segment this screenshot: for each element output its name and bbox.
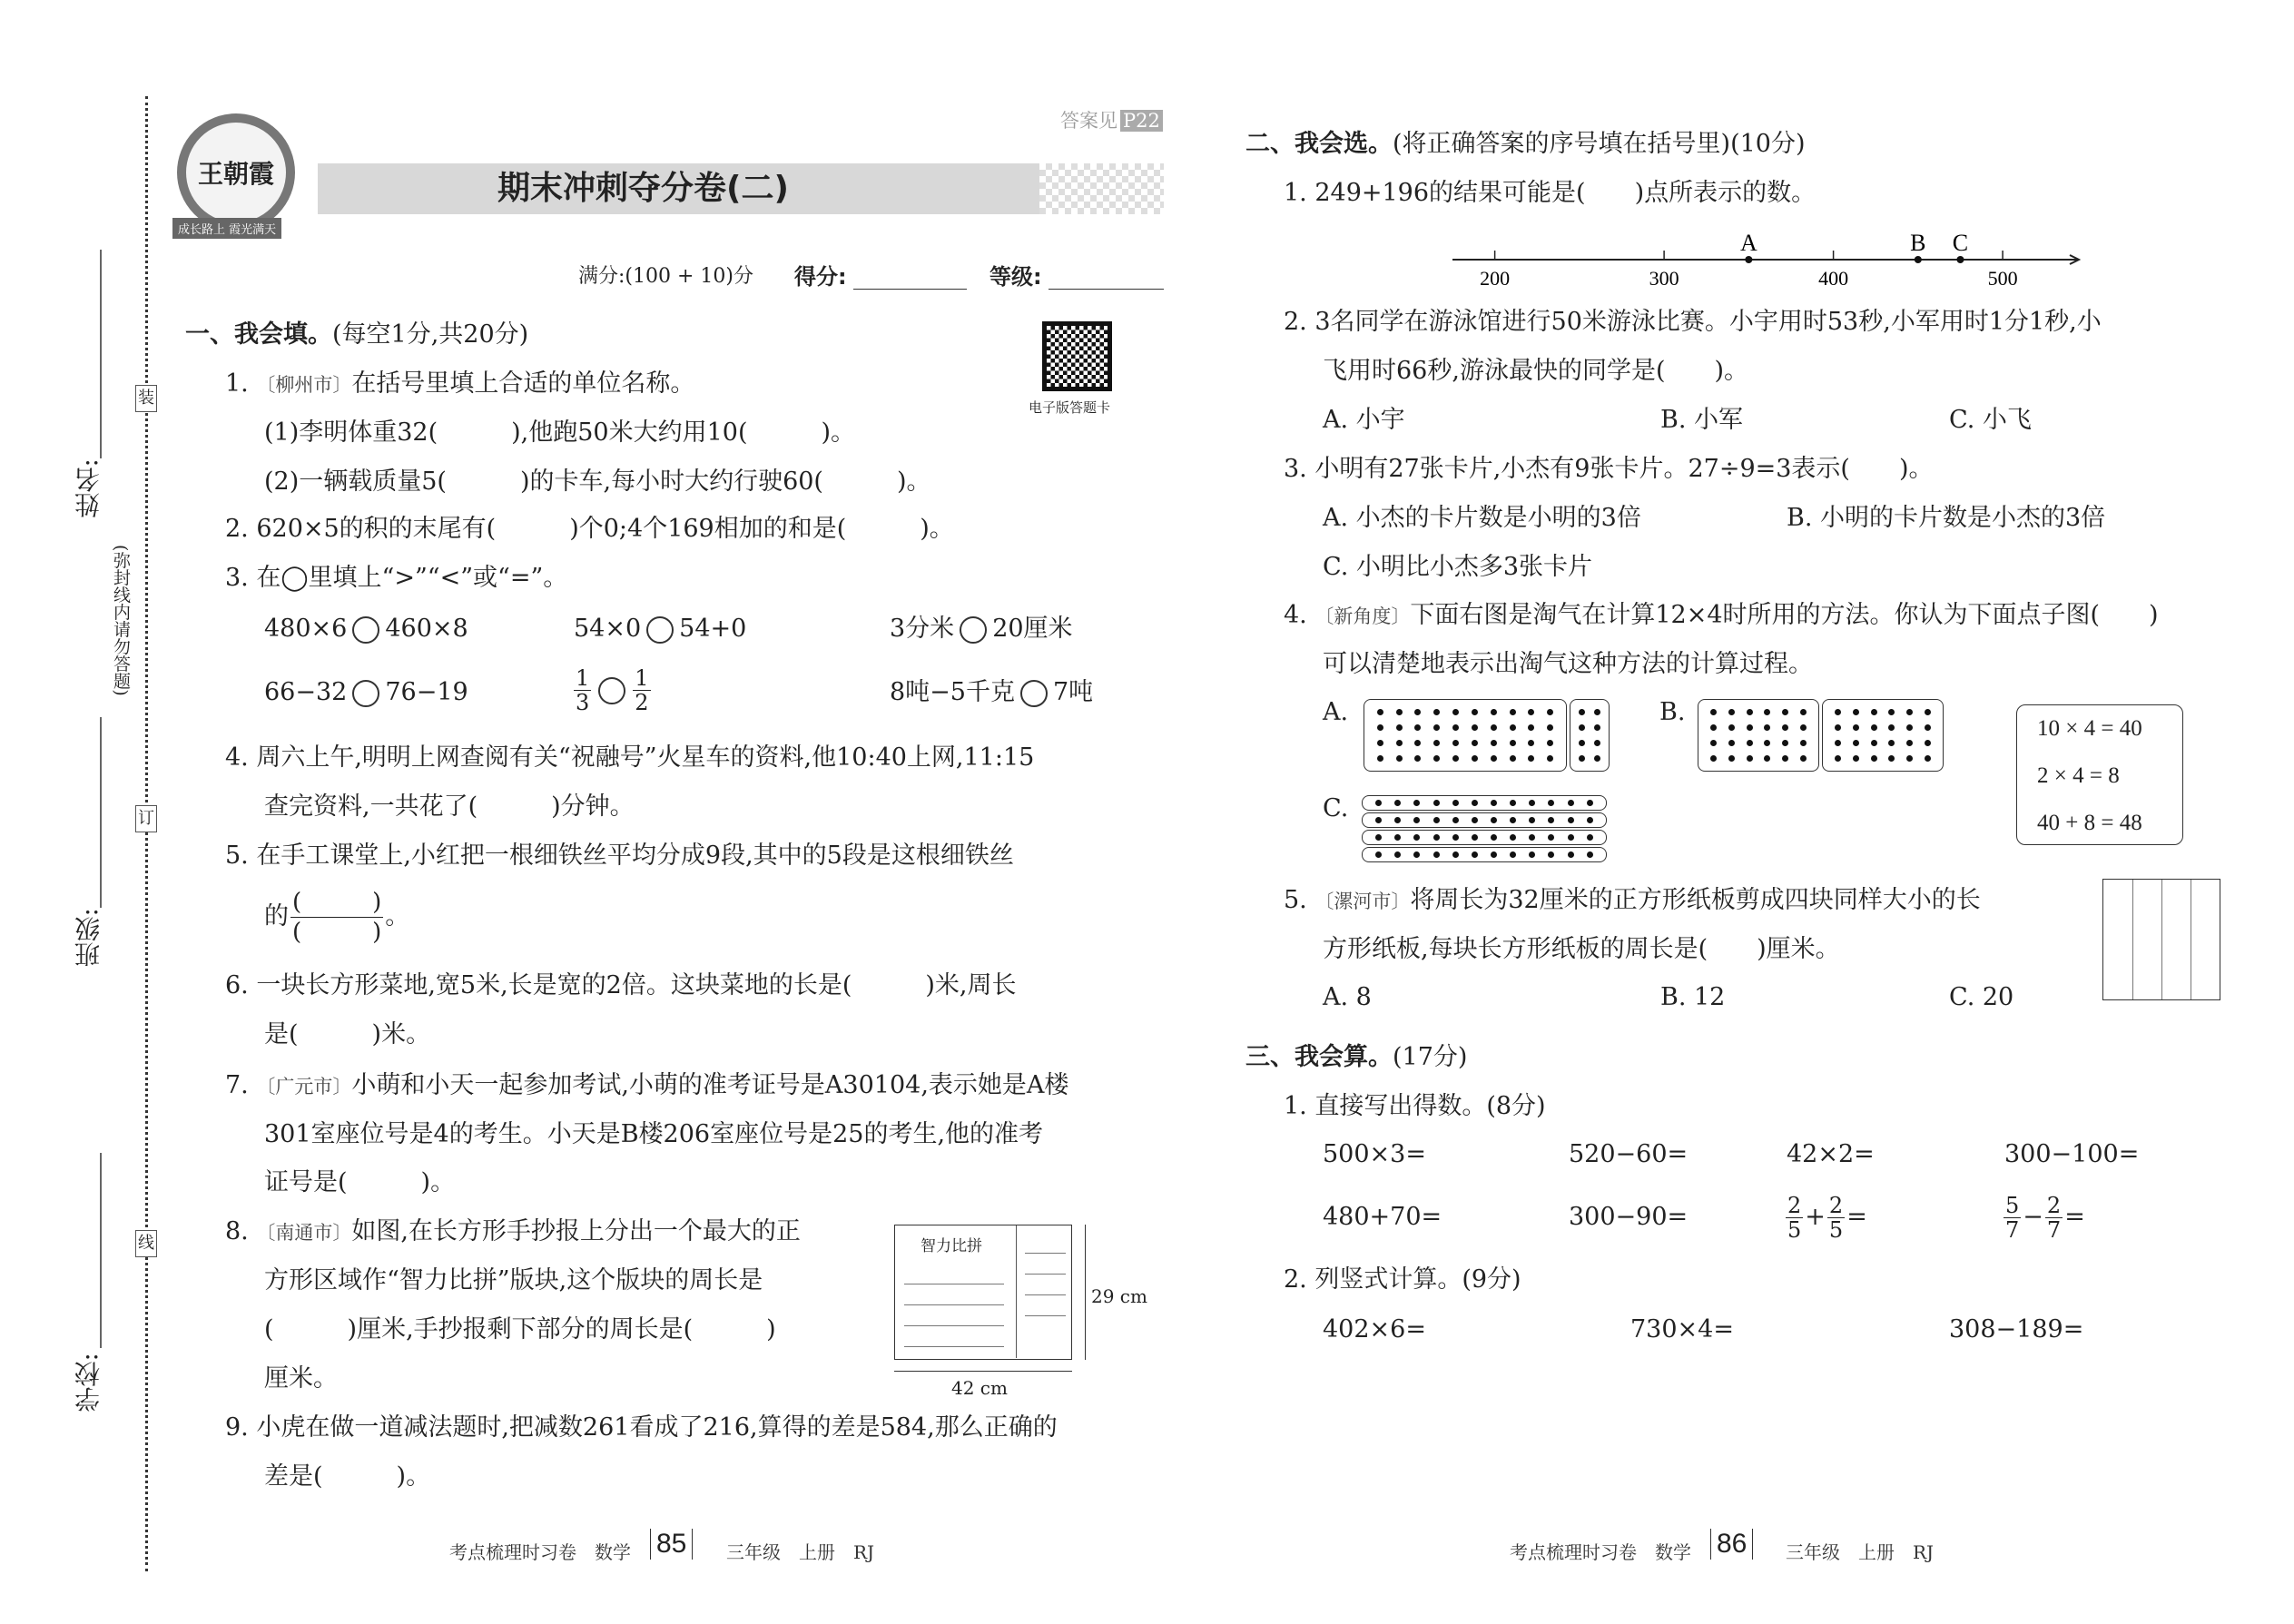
dot (1396, 755, 1403, 762)
option[interactable]: B. 小明的卡片数是小杰的3倍 (1787, 504, 2106, 532)
dot (1472, 800, 1478, 806)
score-label: 得分: (794, 264, 847, 290)
logo-ribbon: 成长路上 霞光满天 (172, 218, 281, 239)
ruled-lines (1025, 1233, 1066, 1319)
dot (1888, 755, 1895, 762)
dot (1925, 740, 1931, 746)
compare-item: 8吨−5千克 7吨 (890, 678, 1094, 706)
q1-8d: 厘米。 (264, 1364, 338, 1393)
dot-group (1698, 699, 1819, 772)
dot (1782, 740, 1788, 746)
dot (1587, 817, 1593, 823)
method-step: 40 + 8 = 48 (2037, 811, 2142, 835)
dot (1906, 740, 1913, 746)
dot (1510, 834, 1516, 841)
dot (1413, 851, 1420, 858)
section-label: 智力比拼 (921, 1237, 982, 1255)
dot (1853, 755, 1859, 762)
dot (1491, 724, 1497, 731)
dot (1925, 709, 1931, 715)
calc-item: 402×6= (1323, 1315, 1426, 1343)
option[interactable]: A. 8 (1323, 983, 1372, 1011)
dot (1452, 817, 1459, 823)
binding-dotted-line (145, 96, 148, 1571)
footer-series: 考点梳理时习卷 数学 (449, 1541, 631, 1563)
dot (1710, 740, 1717, 746)
q1-7c: 证号是( )。 (264, 1168, 456, 1196)
option-label[interactable]: C. (1323, 794, 1349, 822)
point-marker (1915, 256, 1922, 263)
q3-1: 1. 直接写出得数。(8分) (1284, 1092, 1546, 1120)
dot (1764, 724, 1770, 731)
full-score: 满分:(100 + 10)分 (578, 265, 753, 288)
dot (1472, 755, 1478, 762)
dot (1747, 724, 1753, 731)
dot (1433, 851, 1440, 858)
binding-mark: 线 (135, 1230, 157, 1257)
dot (1528, 724, 1534, 731)
q1-9b: 差是( )。 (264, 1462, 431, 1491)
dot (1394, 800, 1401, 806)
dot (1800, 709, 1807, 715)
page-number: 85 (650, 1529, 693, 1560)
q1-1a: (1)李明体重32( ),他跑50米大约用10( )。 (264, 418, 856, 447)
answer-ref: 答案见 P22 (1060, 105, 1163, 136)
poster-figure (894, 1225, 1072, 1360)
dot (1396, 740, 1403, 746)
dot (1529, 851, 1535, 858)
dot (1433, 709, 1440, 715)
dot (1491, 709, 1497, 715)
dot (1472, 851, 1478, 858)
calc-item: 300−90= (1569, 1203, 1689, 1231)
dot (1728, 724, 1735, 731)
dot (1433, 740, 1440, 746)
q2-2a: 2. 3名同学在游泳馆进行50米游泳比赛。小宇用时53秒,小军用时1分1秒,小 (1284, 308, 2102, 336)
dot (1547, 755, 1553, 762)
dot (1472, 817, 1478, 823)
footer-grade: 三年级 上册 RJ (726, 1541, 875, 1563)
dot (1568, 851, 1574, 858)
dot (1594, 709, 1600, 715)
dot (1472, 724, 1478, 731)
calc-item: 500×3= (1323, 1140, 1426, 1168)
dot (1782, 724, 1788, 731)
q1-5b: 的 $\frac{( )}{( )}$ 。 (264, 889, 410, 946)
brand-logo (177, 113, 295, 231)
dot (1587, 834, 1593, 841)
dot (1472, 709, 1478, 715)
dot (1377, 740, 1383, 746)
dot-group (1362, 847, 1607, 862)
dot (1568, 834, 1574, 841)
dot (1871, 740, 1877, 746)
q1-6b: 是( )米。 (264, 1020, 431, 1048)
method-step: 10 × 4 = 40 (2037, 716, 2142, 741)
calc-item: $\frac{5}{7}$ − $\frac{2}{7}$ = (2005, 1193, 2085, 1243)
dot (1835, 709, 1841, 715)
dot (1548, 800, 1554, 806)
option-label[interactable]: B. (1659, 698, 1686, 726)
dot (1377, 709, 1383, 715)
dot (1491, 755, 1497, 762)
dot (1510, 851, 1516, 858)
dot (1414, 740, 1421, 746)
dot (1888, 709, 1895, 715)
footer-series: 考点梳理时习卷 数学 (1510, 1541, 1691, 1563)
number-line (1452, 227, 2088, 290)
compare-item: 3分米 20厘米 (890, 615, 1073, 643)
dot (1433, 724, 1440, 731)
dot (1871, 709, 1877, 715)
dot (1491, 851, 1497, 858)
dot (1452, 755, 1459, 762)
q1-5a: 5. 在手工课堂上,小红把一根细铁丝平均分成9段,其中的5段是这根细铁丝 (225, 842, 1014, 870)
q1-1b: (2)一辆载质量5( )的卡车,每小时大约行驶60( )。 (264, 468, 931, 496)
dot (1452, 800, 1459, 806)
dot (1782, 709, 1788, 715)
dot (1433, 755, 1440, 762)
dot (1800, 724, 1807, 731)
q1-6a: 6. 一块长方形菜地,宽5米,长是宽的2倍。这块菜地的长是( )米,周长 (225, 971, 1017, 999)
dot (1835, 724, 1841, 731)
dot (1764, 740, 1770, 746)
dot (1414, 755, 1421, 762)
calc-item: 42×2= (1787, 1140, 1875, 1168)
section3-heading: 三、我会算。(17分) (1245, 1043, 1468, 1071)
height-arrow (1085, 1225, 1086, 1360)
title-checker (1039, 163, 1164, 214)
dot (1853, 740, 1859, 746)
q2-4a: 4. 〔新角度〕下面右图是淘气在计算12×4时所用的方法。你认为下面点子图( ) (1284, 601, 2159, 629)
option[interactable]: C. 小明比小杰多3张卡片 (1323, 553, 1593, 581)
q3-2: 2. 列竖式计算。(9分) (1284, 1265, 1521, 1294)
dot (1452, 851, 1459, 858)
dot (1888, 724, 1895, 731)
dot (1547, 709, 1553, 715)
dot (1433, 800, 1440, 806)
dot-group (1362, 795, 1607, 811)
q2-1: 1. 249+196的结果可能是( )点所表示的数。 (1284, 179, 1816, 207)
dot (1579, 740, 1585, 746)
dot (1548, 817, 1554, 823)
height-label: 29 cm (1091, 1285, 1147, 1307)
score-field[interactable] (853, 289, 967, 290)
school-label: 学校: (74, 1353, 103, 1412)
dot (1413, 817, 1420, 823)
page-number: 86 (1710, 1529, 1753, 1560)
dot (1413, 800, 1420, 806)
dot (1594, 740, 1600, 746)
dot (1548, 851, 1554, 858)
dot (1747, 709, 1753, 715)
calc-item: 520−60= (1569, 1140, 1689, 1168)
q1-3: 3. 在◯里填上“>”“<”或“=”。 (225, 564, 568, 592)
compare-circle[interactable] (352, 680, 379, 707)
name-line (100, 250, 102, 458)
dot (1529, 800, 1535, 806)
dot (1579, 709, 1585, 715)
dot (1579, 755, 1585, 762)
dot (1853, 724, 1859, 731)
dot (1728, 755, 1735, 762)
dot (1871, 755, 1877, 762)
dot (1871, 724, 1877, 731)
binding-mark: 订 (135, 805, 157, 832)
q2-4b: 可以清楚地表示出淘气这种方法的计算过程。 (1323, 650, 1813, 678)
calc-item: 730×4= (1630, 1315, 1734, 1343)
dot (1529, 834, 1535, 841)
tick-label: 500 (1987, 267, 2018, 290)
dot (1906, 709, 1913, 715)
dot (1510, 709, 1516, 715)
dot (1394, 834, 1401, 841)
grade-field[interactable] (1049, 289, 1164, 290)
q1-9a: 9. 小虎在做一道减法题时,把减数261看成了216,算得的差是584,那么正确的 (225, 1413, 1058, 1442)
dot (1413, 834, 1420, 841)
dot (1396, 709, 1403, 715)
dot (1452, 709, 1459, 715)
point-label: A (1739, 230, 1757, 256)
dot (1452, 740, 1459, 746)
dot (1472, 834, 1478, 841)
compare-circle[interactable] (960, 616, 987, 644)
point-marker (1956, 256, 1964, 263)
class-line (100, 717, 102, 908)
dot (1375, 834, 1382, 841)
dot (1888, 740, 1895, 746)
dot (1782, 755, 1788, 762)
dot (1710, 709, 1717, 715)
dot (1528, 740, 1534, 746)
footer-grade: 三年级 上册 RJ (1786, 1541, 1935, 1563)
width-label: 42 cm (951, 1377, 1008, 1399)
dot (1835, 755, 1841, 762)
option[interactable]: C. 小飞 (1949, 406, 2032, 434)
dot (1925, 755, 1931, 762)
compare-circle[interactable] (646, 616, 674, 644)
option[interactable]: C. 20 (1949, 983, 2014, 1011)
dot (1375, 800, 1382, 806)
point-label: C (1952, 230, 1969, 256)
dot (1528, 709, 1534, 715)
dot (1548, 834, 1554, 841)
point-label: B (1910, 230, 1926, 256)
dot (1800, 740, 1807, 746)
dot (1510, 724, 1516, 731)
compare-circle[interactable] (1020, 680, 1048, 707)
dot (1547, 740, 1553, 746)
dot (1491, 740, 1497, 746)
calc-item: 308−189= (1949, 1315, 2084, 1343)
option[interactable]: A. 小杰的卡片数是小明的3倍 (1323, 504, 1641, 532)
dot (1394, 851, 1401, 858)
dot (1510, 740, 1516, 746)
dot (1414, 709, 1421, 715)
dot (1710, 755, 1717, 762)
dot (1728, 740, 1735, 746)
grade-label: 等级: (989, 264, 1042, 290)
q1-1: 1. 〔柳州市〕在括号里填上合适的单位名称。 (225, 369, 695, 398)
q1-7a: 7. 〔广元市〕小萌和小天一起参加考试,小萌的准考证号是A30104,表示她是A楼 (225, 1071, 1069, 1099)
qr-caption: 电子版答题卡 (1029, 399, 1111, 416)
dot (1375, 851, 1382, 858)
dot (1510, 817, 1516, 823)
school-line (100, 1153, 102, 1348)
q2-5a: 5. 〔漯河市〕将周长为32厘米的正方形纸板剪成四块同样大小的长 (1284, 886, 1981, 914)
dot (1728, 709, 1735, 715)
dot (1835, 740, 1841, 746)
dot (1452, 834, 1459, 841)
dot (1764, 709, 1770, 715)
dot (1747, 740, 1753, 746)
calc-item: 480+70= (1323, 1203, 1442, 1231)
q2-5b: 方形纸板,每块长方形纸板的周长是( )厘米。 (1323, 935, 1840, 963)
dot (1925, 724, 1931, 731)
dot (1568, 817, 1574, 823)
dot (1528, 755, 1534, 762)
dot (1491, 800, 1497, 806)
dot (1414, 724, 1421, 731)
dot (1764, 755, 1770, 762)
qr-code[interactable] (1042, 321, 1112, 391)
dot (1375, 817, 1382, 823)
method-step: 2 × 4 = 8 (2037, 763, 2120, 788)
dot (1433, 834, 1440, 841)
class-label: 班级: (74, 908, 103, 968)
q1-8a: 8. 〔南通市〕如图,在长方形手抄报上分出一个最大的正 (225, 1217, 801, 1245)
q2-3: 3. 小明有27张卡片,小杰有9张卡片。27÷9=3表示( )。 (1284, 455, 1934, 483)
dot-group (1364, 699, 1567, 772)
section1-heading: 一、我会填。(每空1分,共20分) (185, 320, 529, 349)
dot (1472, 740, 1478, 746)
dot (1594, 755, 1600, 762)
q1-7b: 301室座位号是4的考生。小天是B楼206室座位号是25的考生,他的准考 (264, 1120, 1044, 1148)
compare-item: 480×6 460×8 (264, 615, 468, 643)
compare-item: 54×0 54+0 (574, 615, 747, 643)
dot-group (1570, 699, 1610, 772)
dot (1587, 800, 1593, 806)
option[interactable]: A. 小宇 (1323, 406, 1405, 434)
binding-mark: 装 (135, 385, 157, 412)
dot (1452, 724, 1459, 731)
dot (1594, 724, 1600, 731)
dot (1510, 800, 1516, 806)
option-label[interactable]: A. (1323, 698, 1349, 726)
ruled-lines (904, 1264, 1004, 1350)
dot (1747, 755, 1753, 762)
dot (1710, 724, 1717, 731)
dot (1853, 709, 1859, 715)
dot (1377, 755, 1383, 762)
q1-4b: 查完资料,一共花了( )分钟。 (264, 792, 635, 821)
dot (1529, 817, 1535, 823)
option[interactable]: B. 小军 (1660, 406, 1744, 434)
dot (1491, 817, 1497, 823)
option[interactable]: B. 12 (1660, 983, 1726, 1011)
dot (1587, 851, 1593, 858)
dot (1394, 817, 1401, 823)
page-title: 期末冲刺夺分卷(二) (497, 170, 789, 207)
dot-group (1362, 830, 1607, 845)
compare-circle[interactable] (352, 616, 379, 644)
name-label: 姓名: (74, 458, 103, 518)
point-marker (1745, 256, 1752, 263)
dot (1906, 724, 1913, 731)
tick-label: 300 (1649, 267, 1679, 290)
dot (1568, 800, 1574, 806)
square-cut-figure (2102, 879, 2220, 1000)
dot (1510, 755, 1516, 762)
width-arrow (894, 1371, 1072, 1372)
tick-label: 400 (1818, 267, 1849, 290)
compare-item: $\frac{1}{3}$ $\frac{1}{2}$ (576, 665, 649, 715)
seal-notice: (弥封线内请勿答题) (111, 545, 131, 696)
calc-item: 300−100= (2004, 1140, 2140, 1168)
q1-8b: 方形区域作“智力比拼”版块,这个版块的周长是 (264, 1266, 763, 1294)
compare-item: 66−32 76−19 (264, 678, 468, 706)
dot (1800, 755, 1807, 762)
dot-group (1822, 699, 1944, 772)
dot-group (1362, 812, 1607, 828)
dot (1547, 724, 1553, 731)
q2-2b: 飞用时66秒,游泳最快的同学是( )。 (1323, 357, 1749, 385)
q1-2: 2. 620×5的积的末尾有( )个0;4个169相加的和是( )。 (225, 515, 954, 543)
tick-label: 200 (1480, 267, 1511, 290)
dot (1906, 755, 1913, 762)
calc-item: $\frac{2}{5}$ + $\frac{2}{5}$ = (1787, 1193, 1867, 1243)
q1-4a: 4. 周六上午,明明上网查阅有关“祝融号”火星车的资料,他10:40上网,11:15 (225, 743, 1035, 772)
section2-heading: 二、我会选。(将正确答案的序号填在括号里)(10分) (1245, 130, 1806, 158)
q1-8c: ( )厘米,手抄报剩下部分的周长是( ) (264, 1315, 776, 1343)
dot (1377, 724, 1383, 731)
method-card (2016, 704, 2183, 845)
compare-circle[interactable] (598, 677, 625, 704)
dot (1433, 817, 1440, 823)
dot (1579, 724, 1585, 731)
dot (1396, 724, 1403, 731)
logo-brand-text: 王朝霞 (197, 159, 274, 189)
dot (1491, 834, 1497, 841)
